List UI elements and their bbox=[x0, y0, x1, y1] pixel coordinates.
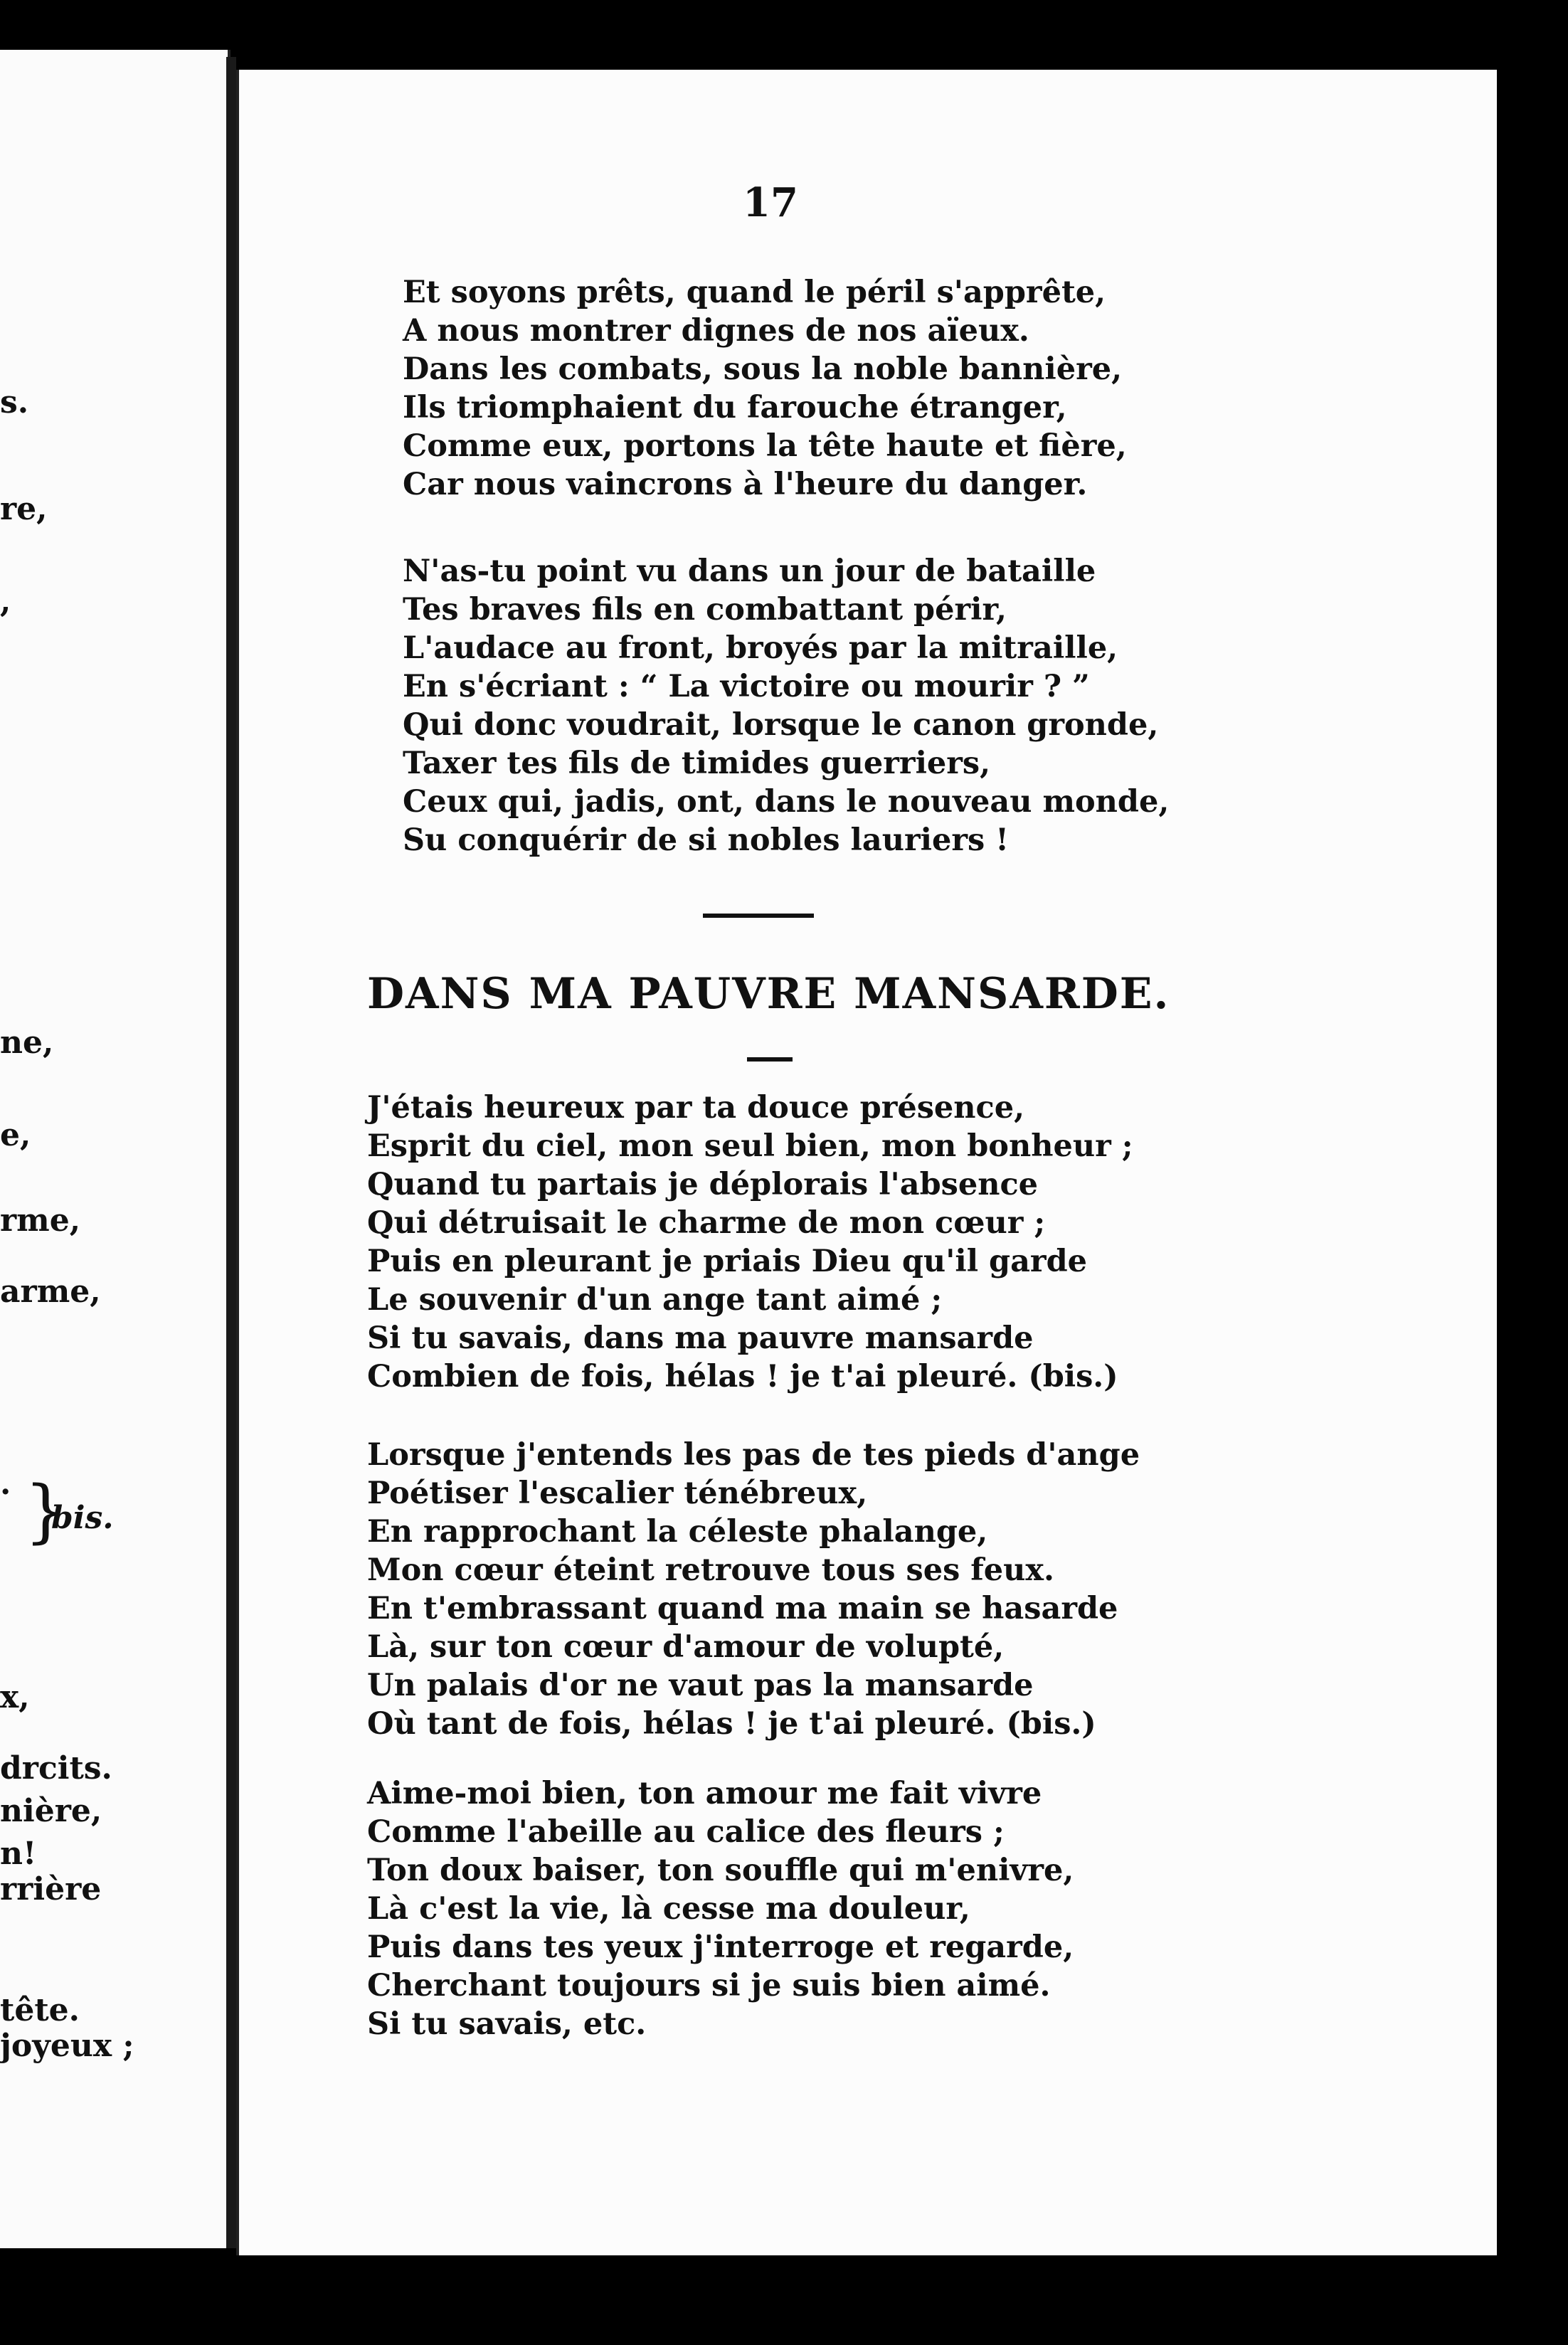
verse-line: Comme l'abeille au calice des fleurs ; bbox=[367, 1814, 1005, 1850]
verse-line: Qui donc voudrait, lorsque le canon gronde, bbox=[403, 707, 1159, 743]
left-page-fragment: rme, bbox=[0, 1202, 81, 1239]
left-page-fragment: s. bbox=[0, 384, 29, 420]
verse-line: Taxer tes fils de timides guerriers, bbox=[403, 746, 991, 781]
verse-line: A nous montrer dignes de nos aïeux. bbox=[403, 313, 1029, 349]
left-page-fragment: nière, bbox=[0, 1793, 102, 1829]
verse-line: Mon cœur éteint retrouve tous ses feux. bbox=[367, 1552, 1055, 1588]
left-page-fragment: arme, bbox=[0, 1274, 101, 1310]
verse-line: Cherchant toujours si je suis bien aimé. bbox=[367, 1968, 1051, 2003]
verse-line: Su conquérir de si nobles lauriers ! bbox=[403, 822, 1010, 858]
verse-line: Dans les combats, sous la noble bannière, bbox=[403, 351, 1123, 387]
verse-line: Esprit du ciel, mon seul bien, mon bonheur ; bbox=[367, 1128, 1133, 1164]
verse-line: Puis dans tes yeux j'interroge et regarde, bbox=[367, 1930, 1074, 1965]
left-page-fragment: joyeux ; bbox=[0, 2028, 134, 2064]
verse-line: En s'écriant : “ La victoire ou mourir ? ” bbox=[403, 669, 1090, 704]
left-page-fragment: n! bbox=[0, 1836, 37, 1872]
verse-line: Un palais d'or ne vaut pas la mansarde bbox=[367, 1668, 1034, 1703]
left-page-fragment: rrière bbox=[0, 1871, 102, 1907]
verse-line: Combien de fois, hélas ! je t'ai pleuré. (bis.) bbox=[367, 1359, 1118, 1394]
verse-line: N'as-tu point vu dans un jour de bataille bbox=[403, 554, 1096, 589]
section-divider bbox=[703, 914, 814, 918]
verse-line: En t'embrassant quand ma main se hasarde bbox=[367, 1591, 1118, 1626]
stanza-3 bbox=[367, 1089, 1133, 1396]
left-page-fragment: e, bbox=[0, 1117, 31, 1153]
verse-line: Ils triomphaient du farouche étranger, bbox=[403, 390, 1067, 425]
left-page bbox=[0, 50, 231, 2248]
verse-line: En rapprochant la céleste phalange, bbox=[367, 1514, 988, 1550]
brace-mark: } bbox=[24, 1471, 68, 1551]
verse-line: Comme eux, portons la tête haute et fière, bbox=[403, 428, 1127, 464]
verse-line: J'étais heureux par ta douce présence, bbox=[367, 1090, 1025, 1126]
verse-line: Lorsque j'entends les pas de tes pieds d'ange bbox=[367, 1437, 1140, 1473]
verse-line: Qui détruisait le charme de mon cœur ; bbox=[367, 1205, 1046, 1241]
verse-line: Si tu savais, dans ma pauvre mansarde bbox=[367, 1320, 1034, 1356]
stanza-4 bbox=[367, 1436, 1140, 1743]
left-page-fragment: ne, bbox=[0, 1025, 54, 1061]
verse-line: Poétiser l'escalier ténébreux, bbox=[367, 1476, 868, 1511]
book-gutter bbox=[226, 57, 236, 2248]
left-page-fragment: tête. bbox=[0, 1992, 80, 2028]
verse-line: Ceux qui, jadis, ont, dans le nouveau monde, bbox=[403, 784, 1170, 820]
page-number: 17 bbox=[743, 179, 798, 226]
verse-line: Où tant de fois, hélas ! je t'ai pleuré. (bis.) bbox=[367, 1706, 1096, 1742]
verse-line: Là, sur ton cœur d'amour de volupté, bbox=[367, 1629, 1005, 1665]
verse-line: Et soyons prêts, quand le péril s'apprête, bbox=[403, 275, 1106, 310]
left-page-fragment: re, bbox=[0, 491, 48, 527]
verse-line: Tes braves fils en combattant périr, bbox=[403, 592, 1007, 628]
left-page-fragment: . bbox=[0, 1466, 11, 1502]
left-page-fragment: x, bbox=[0, 1679, 30, 1715]
stanza-1 bbox=[403, 273, 1127, 504]
verse-line: L'audace au front, broyés par la mitraille, bbox=[403, 630, 1118, 666]
verse-line: Si tu savais, etc. bbox=[367, 2006, 647, 2042]
verse-line: Puis en pleurant je priais Dieu qu'il garde bbox=[367, 1244, 1088, 1279]
verse-line: Quand tu partais je déplorais l'absence bbox=[367, 1167, 1039, 1202]
stanza-5 bbox=[367, 1774, 1074, 2043]
left-page-fragment: , bbox=[0, 583, 11, 620]
song-title: DANS MA PAUVRE MANSARDE. bbox=[367, 969, 1170, 1019]
stanza-2 bbox=[403, 552, 1169, 859]
verse-line: Le souvenir d'un ange tant aimé ; bbox=[367, 1282, 943, 1318]
verse-line: Aime-moi bien, ton amour me fait vivre bbox=[367, 1776, 1042, 1811]
left-page-fragment: drcits. bbox=[0, 1750, 112, 1786]
bis-label: bis. bbox=[51, 1500, 114, 1536]
verse-line: Car nous vaincrons à l'heure du danger. bbox=[403, 467, 1088, 502]
verse-line: Là c'est la vie, là cesse ma douleur, bbox=[367, 1891, 970, 1927]
verse-line: Ton doux baiser, ton souffle qui m'enivre, bbox=[367, 1853, 1074, 1888]
title-underline bbox=[747, 1057, 793, 1062]
